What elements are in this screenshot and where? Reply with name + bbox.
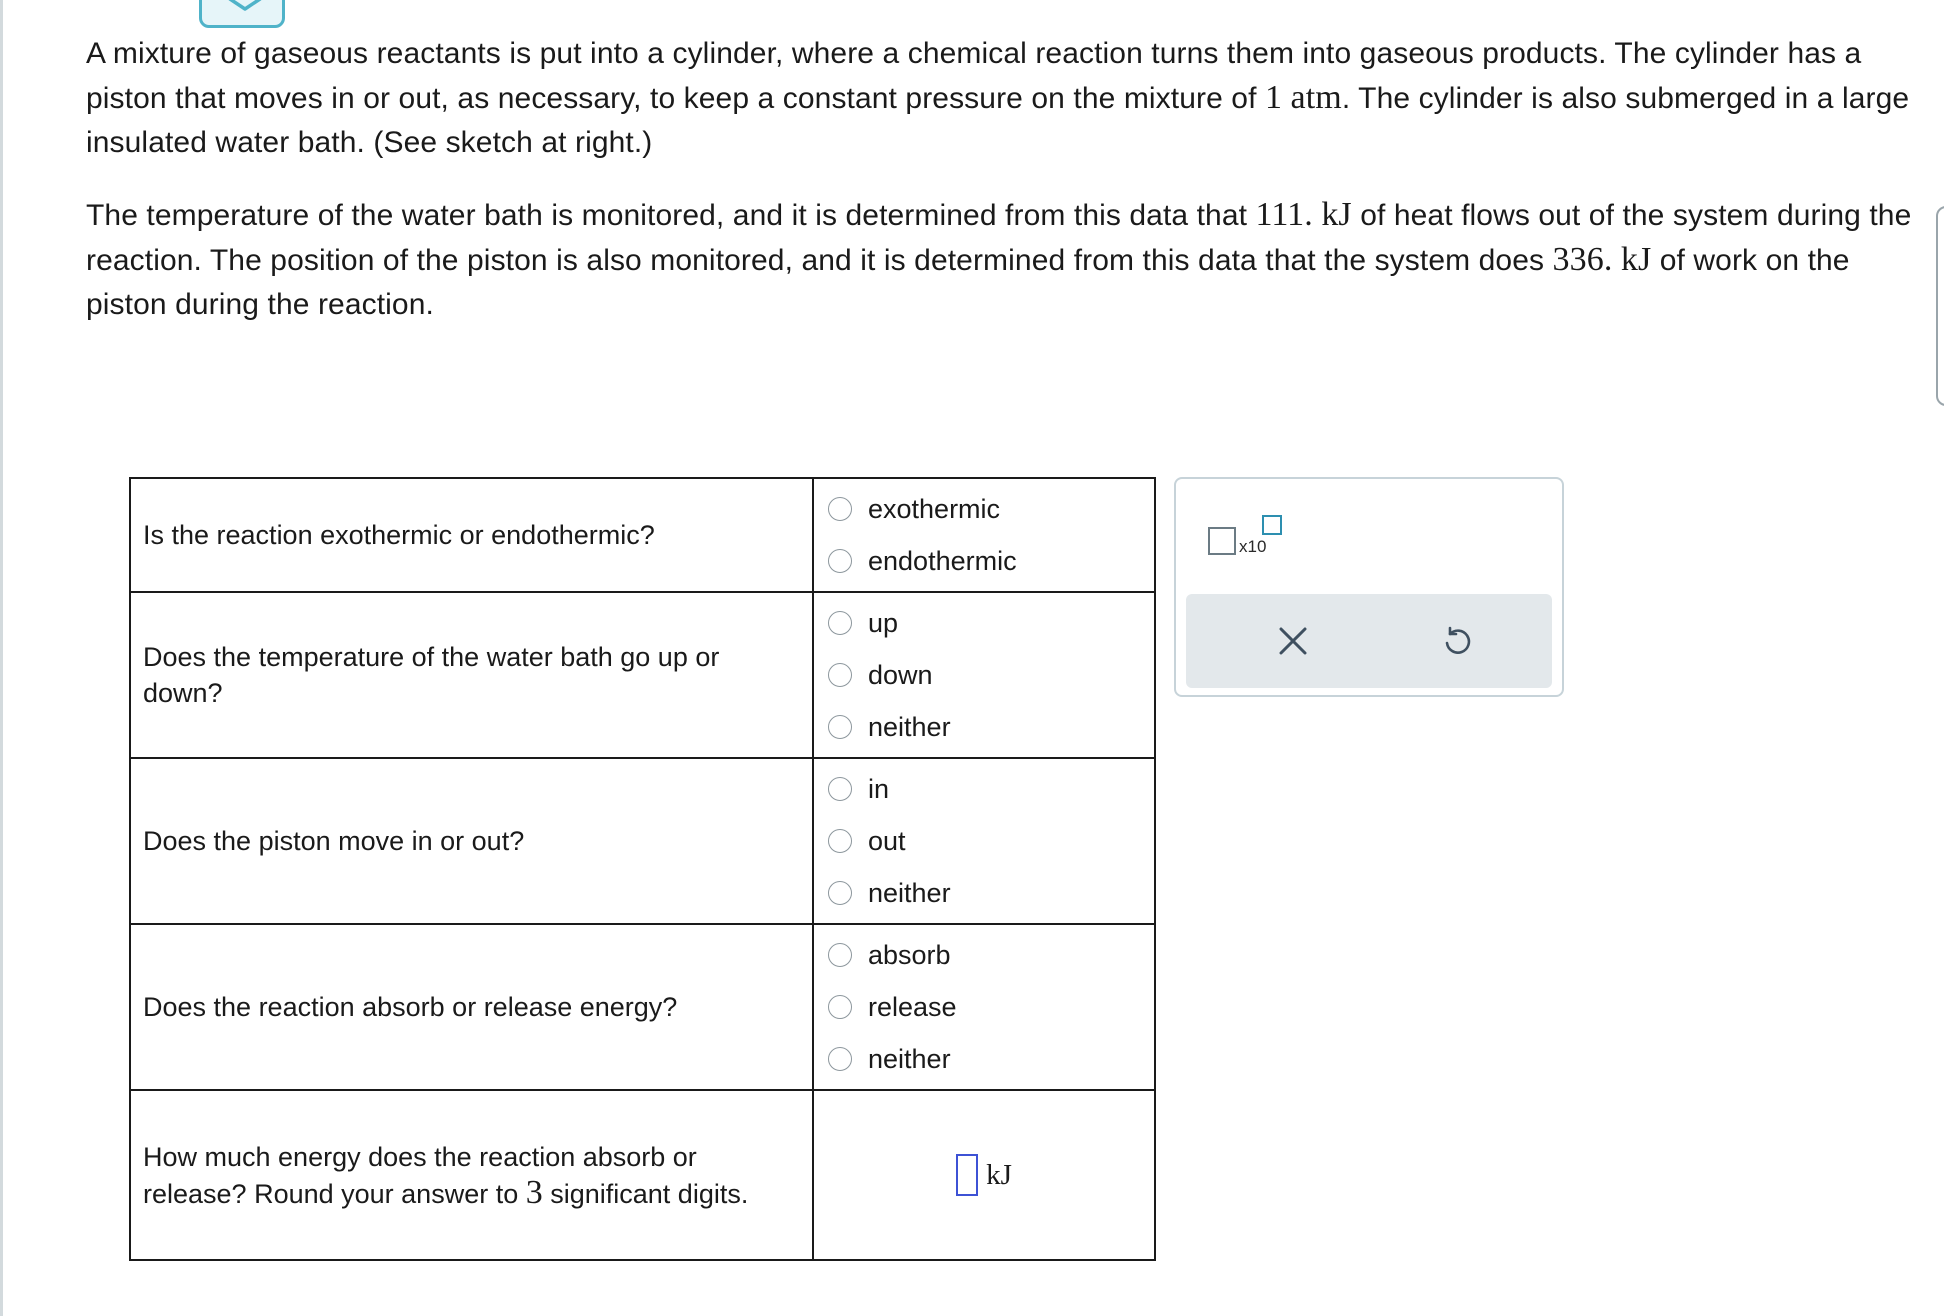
radio-button[interactable] [828,1047,852,1071]
option-label: absorb [868,939,951,970]
radio-button[interactable] [828,829,852,853]
radio-button[interactable] [828,943,852,967]
heat-value: 111. [1255,196,1313,233]
option-down[interactable] [814,649,1154,701]
x10-label: x10 [1239,537,1267,556]
side-panel-handle[interactable] [1936,206,1944,406]
work-unit: kJ [1620,241,1652,278]
exponent-box-icon [1262,515,1282,535]
option-label: neither [868,711,951,742]
question-cell [130,758,813,924]
collapse-tab-button[interactable] [199,0,285,28]
problem-text: A mixture of gaseous reactants is put into a cylinder, where a chemical reaction turns them into gaseous products. The cylinder has a piston that moves in or out, as necessary, to keep a constant pressure on the mixture of [86,37,1862,115]
radio-button[interactable] [828,995,852,1019]
question-cell [130,592,813,758]
question-row-water-temp [130,592,1155,758]
question-row-absorb-release [130,924,1155,1090]
radio-button[interactable] [828,611,852,635]
undo-button[interactable] [1434,618,1480,664]
options-cell [813,478,1155,592]
energy-unit: kJ [986,1158,1012,1191]
option-label: release [868,991,957,1022]
heat-unit: kJ [1321,196,1352,233]
option-label: exothermic [868,493,1001,524]
option-endothermic[interactable] [814,535,1154,587]
option-label: up [868,607,899,638]
option-out[interactable] [814,815,1154,867]
base-box-icon [1208,527,1236,555]
work-value: 336. [1552,241,1613,278]
radio-button[interactable] [828,663,852,687]
option-label: neither [868,877,951,908]
problem-text: of heat flows out of the system during the reaction. The position of the piston is also monitored, and it is determined from this data that the system does [86,199,1912,277]
question-text: Is the reaction exothermic or endothermic? [143,520,655,550]
option-in[interactable] [814,763,1154,815]
question-cell [130,924,813,1090]
option-neither[interactable] [814,1033,1154,1085]
option-release[interactable] [814,981,1154,1033]
option-label: in [868,773,890,804]
problem-paragraph-1 [86,32,1916,165]
answer-cell [813,1090,1155,1260]
pressure-unit: atm [1290,79,1342,116]
sig-figs-value: 3 [525,1173,543,1211]
option-neither[interactable] [814,867,1154,919]
problem-text: The temperature of the water bath is monitored, and it is determined from this data that [86,199,1256,232]
option-exothermic[interactable] [814,483,1154,535]
option-up[interactable] [814,597,1154,649]
option-label: neither [868,1043,951,1074]
problem-text: . The cylinder is also submerged in a large insulated water bath. (See sketch at right.) [86,82,1910,159]
question-table [129,477,1156,1261]
math-tool-panel [1174,477,1564,697]
option-neither[interactable] [814,701,1154,753]
option-label: out [868,825,906,856]
option-absorb[interactable] [814,929,1154,981]
close-icon [1278,626,1308,656]
question-text: Does the temperature of the water bath go up or down? [143,642,720,708]
radio-button[interactable] [828,715,852,739]
chevron-down-icon [228,0,262,11]
radio-button[interactable] [828,497,852,521]
option-label: endothermic [868,545,1017,576]
clear-button[interactable] [1270,618,1316,664]
question-cell [130,1090,813,1260]
question-cell [130,478,813,592]
question-text: Does the piston move in or out? [143,826,525,856]
question-row-piston [130,758,1155,924]
options-cell [813,758,1155,924]
tool-actions-bar [1186,594,1552,688]
question-text: How much energy does the reaction absorb or release? Round your answer to [143,1141,697,1209]
problem-paragraph-2 [86,193,1916,327]
options-cell [813,924,1155,1090]
question-row-exo-endo [130,478,1155,592]
pressure-value: 1 [1264,79,1283,116]
answer-wrap [814,1154,1154,1196]
options-cell [813,592,1155,758]
question-row-energy-amount [130,1090,1155,1260]
problem-text: of work on the piston during the reaction. [86,244,1850,321]
radio-button[interactable] [828,881,852,905]
question-text: significant digits. [542,1178,749,1209]
option-label: down [868,659,933,690]
left-border [0,0,3,1316]
undo-icon [1441,625,1473,657]
question-text: Does the reaction absorb or release energy? [143,992,678,1022]
radio-button[interactable] [828,777,852,801]
energy-answer-input[interactable] [956,1154,978,1196]
radio-button[interactable] [828,549,852,573]
